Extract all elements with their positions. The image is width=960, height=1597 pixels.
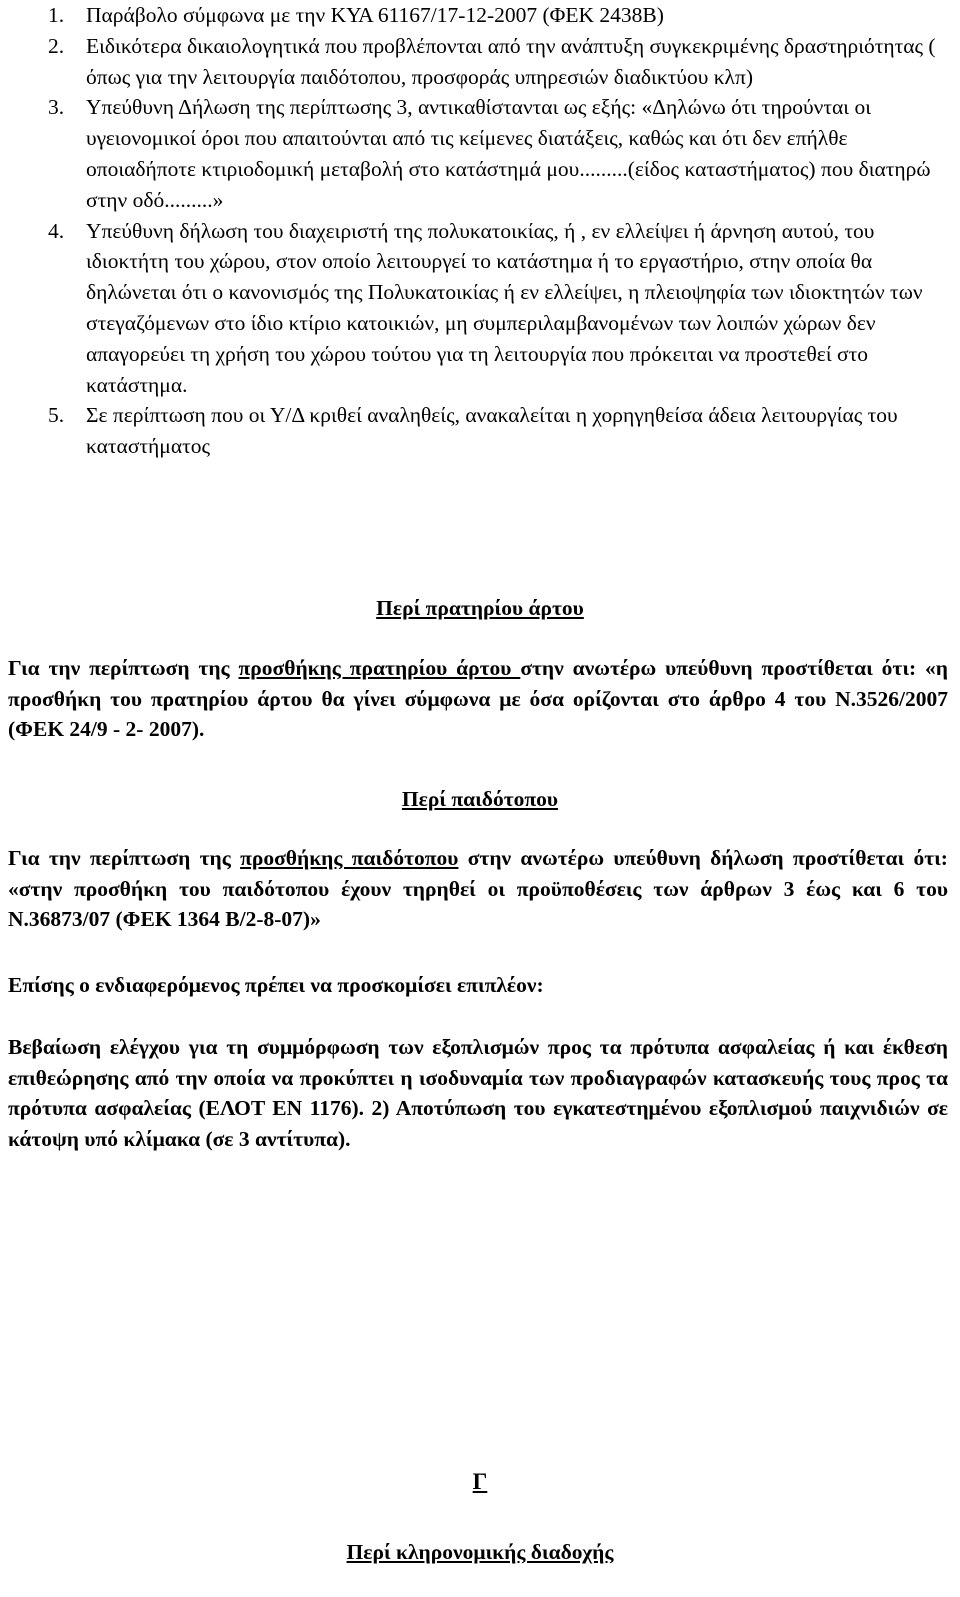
playground-paragraph-underlined: προσθήκης παιδότοπου (240, 846, 459, 870)
bread-paragraph-intro: Για την περίπτωση της (8, 656, 239, 680)
list-item-number: 5. (48, 403, 65, 428)
playground-paragraph (8, 843, 948, 935)
list-item-number: 4. (48, 218, 65, 243)
list-item-text: Υπεύθυνη δήλωση του διαχειριστή της πολυκατοικίας, ή , εν ελλείψει ή άρνηση αυτού, του ιδιοκτήτη του χώρου, στον οποίο λειτουργεί το κατάστημα ή το εργαστήριο, στην οποία θα δηλώνεται ότι ο κανονισμός της Πολυκατοικίας ή εν ελλείψει, η πλειοψηφία των ιδιοκτητών των στεγαζόμενων στο ίδιο κτίριο κατοικιών, μη συμπεριλαμβανομένων των λοιπών χώρων δεν απαγορεύει τη χρήση του χώρου τούτου για τη λειτουργία που πρόκειται να προστεθεί στο κατάστημα. (86, 218, 923, 397)
list-item-text: Ειδικότερα δικαιολογητικά που προβλέπονται από την ανάπτυξη συγκεκριμένης δραστηριότητας ( όπως για την λειτουργία παιδότοπου, προσφοράς υπηρεσιών διαδικτύου κλπ) (86, 33, 936, 89)
list-item (0, 216, 960, 401)
requirements-list (0, 0, 960, 462)
list-item-text: Παράβολο σύμφωνα με την ΚΥΑ 61167/17-12-2007 (ΦΕΚ 2438Β) (86, 3, 664, 27)
list-item-text: Υπεύθυνη Δήλωση της περίπτωσης 3, αντικαθίστανται ως εξής: «Δηλώνω ότι τηρούνται οι υγειονομικοί όροι που απαιτούνται από τις κείμενες διατάξεις, καθώς και ότι δεν επήλθε οποιαδήποτε κτιριοδομική μεταβολή στο κατάστημά μου.........(είδος καταστήματος) που διατηρώ στην οδό.........» (86, 95, 931, 212)
bread-paragraph-rest: στην ανωτέρω υπεύθυνη προστίθεται ότι: «η προσθήκη του πρατηρίου άρτου θα γίνει σύμφωνα με όσα ορίζονται στο άρθρο 4 του Ν.3526/2007 (ΦΕΚ 24/9 - 2- 2007). (8, 656, 948, 741)
list-item-number: 3. (48, 95, 65, 120)
list-item (0, 31, 960, 93)
inheritance-heading: Περί κληρονομικής διαδοχής (346, 1540, 614, 1564)
playground-paragraph-intro: Για την περίπτωση της (8, 846, 241, 870)
list-item-text: Σε περίπτωση που οι Υ/Δ κριθεί αναληθείς, ανακαλείται η χορηγηθείσα άδεια λειτουργίας του καταστήματος (86, 403, 898, 459)
list-item-number: 2. (48, 33, 65, 58)
bread-shop-paragraph (8, 653, 948, 745)
additional-docs-intro: Επίσης ο ενδιαφερόμενος πρέπει να προσκομίσει επιπλέον: (8, 973, 544, 997)
list-item (0, 92, 960, 215)
list-item (0, 400, 960, 462)
bread-paragraph-underlined: προσθήκης πρατηρίου άρτου (238, 656, 521, 680)
list-item (0, 0, 960, 31)
playground-paragraph-rest: στην ανωτέρω υπεύθυνη δήλωση προστίθεται ότι: «στην προσθήκη του παιδότοπου έχουν τηρηθεί οι προϋποθέσεις των άρθρων 3 έως και 6 του Ν.36873/07 (ΦΕΚ 1364 Β/2-8-07)» (8, 846, 948, 931)
section-c-letter: Γ (472, 1469, 488, 1494)
list-item-number: 1. (48, 3, 65, 27)
playground-heading: Περί παιδότοπου (401, 787, 559, 811)
certificate-paragraph: Βεβαίωση ελέγχου για τη συμμόρφωση των εξοπλισμών προς τα πρότυπα ασφαλείας ή και έκθεση επιθεώρησης από την οποία να προκύπτει η ισοδυναμία των προδιαγραφών κατασκευής τους προς τα πρότυπα ασφαλείας (ΕΛΟΤ ΕΝ 1176). 2) Αποτύπωση του εγκατεστημένου εξοπλισμού παιχνιδιών σε κάτοψη υπό κλίμακα (σε 3 αντίτυπα). (8, 1035, 948, 1151)
bread-shop-heading: Περί πρατηρίου άρτου (376, 596, 584, 620)
